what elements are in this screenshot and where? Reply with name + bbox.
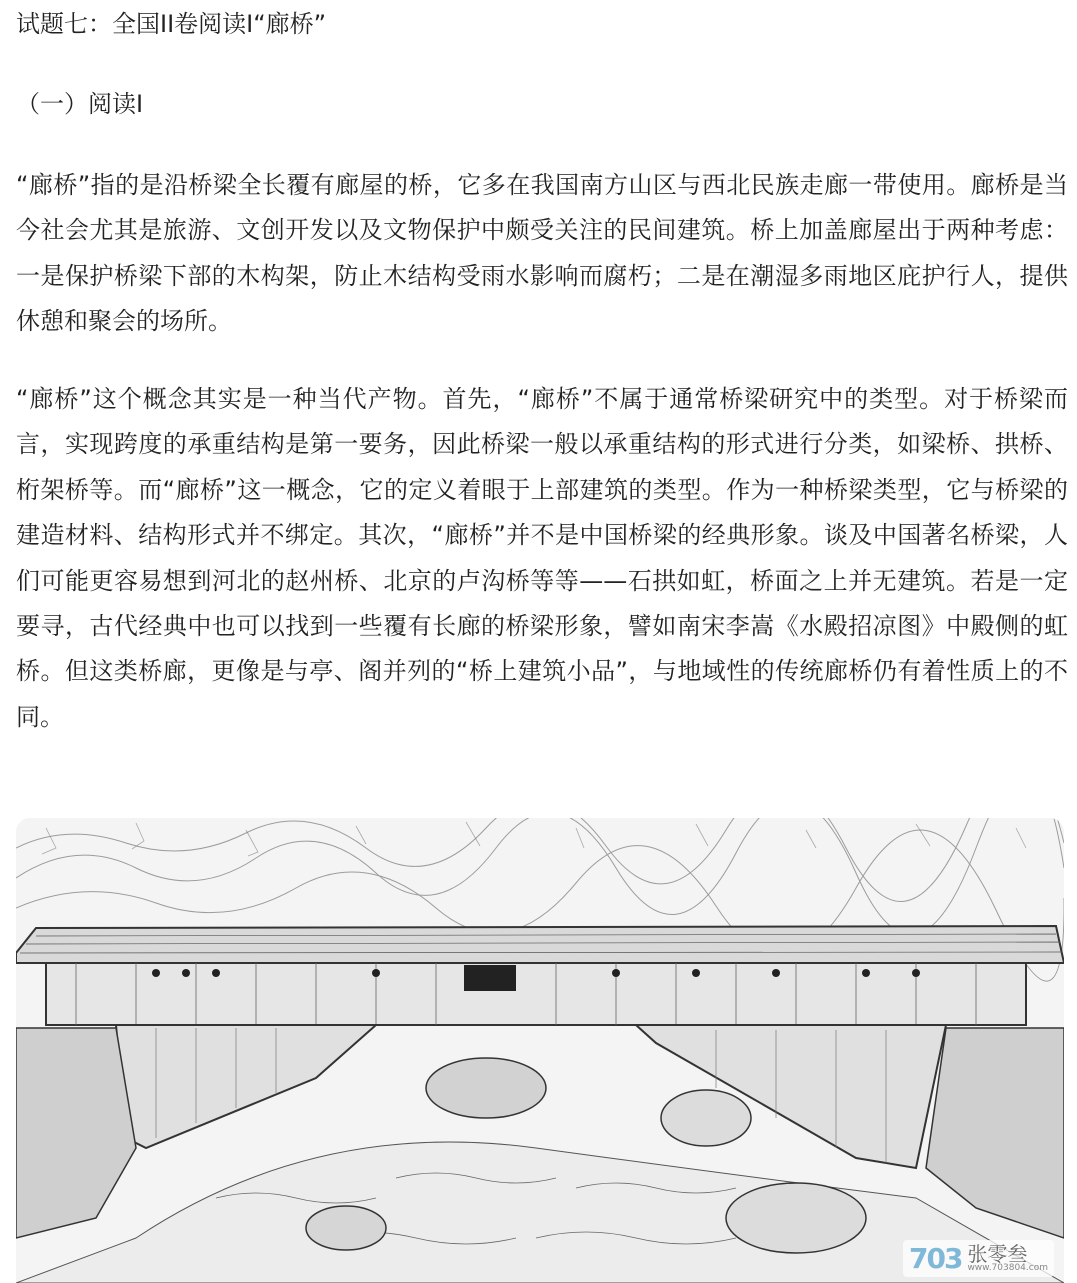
bridge-sketch-image bbox=[16, 818, 1064, 1283]
paragraph-2: “廊桥”这个概念其实是一种当代产物。首先，“廊桥”不属于通常桥梁研究中的类型。对于桥梁而言，实现跨度的承重结构是第一要务，因此桥梁一般以承重结构的形式进行分类，如梁桥、拱桥、桁架桥等。而“廊桥”这一概念，它的定义着眼于上部建筑的类型。作为一种桥梁类型，它与桥梁的建造材料、结构形式并不绑定。其次，“廊桥”并不是中国桥梁的经典形象。谈及中国著名桥梁，人们可能更容易想到河北的赵州桥、北京的卢沟桥等等——石拱如虹，桥面之上并无建筑。若是一定要寻，古代经典中也可以找到一些覆有长廊的桥梁形象，譬如南宋李嵩《水殿招凉图》中殿侧的虹桥。但这类桥廊，更像是与亭、阁并列的“桥上建筑小品”，与地域性的传统廊桥仍有着性质上的不同。 bbox=[16, 385, 1068, 731]
watermark-url: www.703804.com bbox=[967, 1263, 1048, 1273]
watermark bbox=[903, 1240, 1054, 1277]
page-title: 试题七：全国II卷阅读I“廊桥” bbox=[16, 10, 327, 38]
paragraph-1: “廊桥”指的是沿桥梁全长覆有廊屋的桥，它多在我国南方山区与西北民族走廊一带使用。廊桥是当今社会尤其是旅游、文创开发以及文物保护中颇受关注的民间建筑。桥上加盖廊屋出于两种考虑：一是保护桥梁下部的木构架，防止木结构受雨水影响而腐朽；二是在潮湿多雨地区庇护行人，提供休憩和聚会的场所。 bbox=[16, 171, 1068, 336]
watermark-logo: 703 bbox=[908, 1242, 962, 1275]
watermark-name: 张零叁 bbox=[967, 1242, 1028, 1266]
section-heading: （一）阅读I bbox=[16, 90, 144, 118]
covered-bridge-illustration bbox=[16, 818, 1064, 1283]
